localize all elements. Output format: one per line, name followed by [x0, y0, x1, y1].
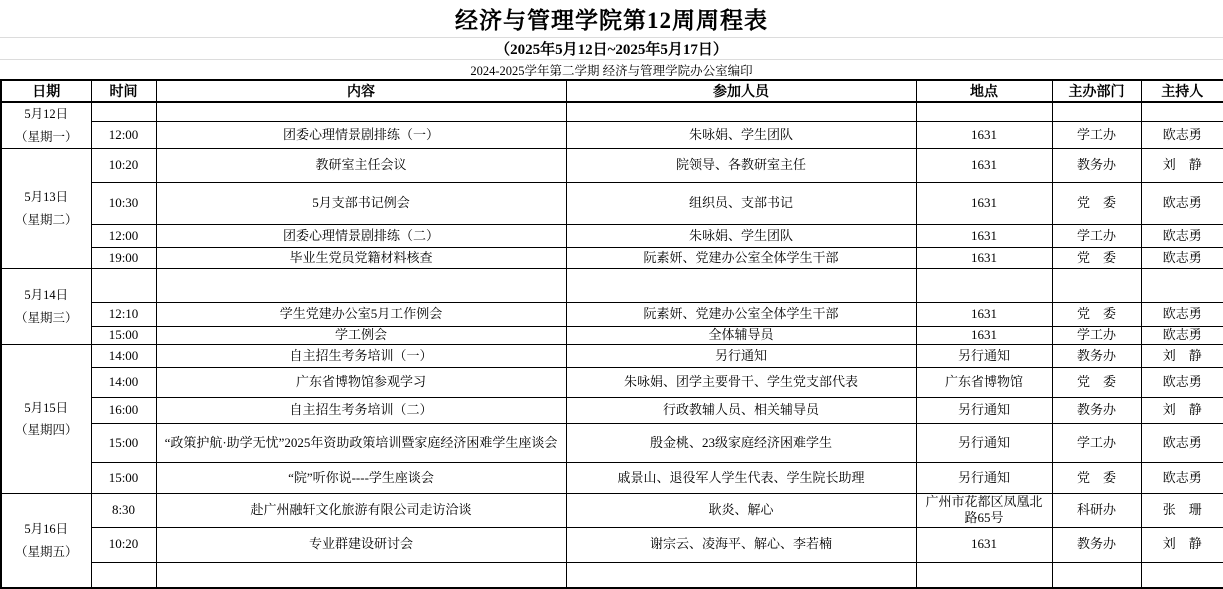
cell-location: 1631	[916, 527, 1052, 562]
cell-participants: 朱咏娟、学生团队	[566, 225, 916, 248]
cell-time: 10:20	[91, 149, 156, 183]
cell-time: 15:00	[91, 463, 156, 494]
cell-location: 广州市花都区凤凰北路65号	[916, 494, 1052, 528]
cell-location: 1631	[916, 248, 1052, 269]
cell-department: 教务办	[1052, 398, 1141, 424]
cell-department: 教务办	[1052, 149, 1141, 183]
cell-host: 欧志勇	[1141, 424, 1223, 463]
date-line1: 5月15日	[24, 400, 69, 415]
cell-content: 教研室主任会议	[156, 149, 566, 183]
cell-host: 刘 静	[1141, 527, 1223, 562]
date-cell	[1, 269, 91, 345]
cell-time	[91, 562, 156, 588]
schedule-row	[1, 327, 1223, 345]
cell-content: 5月支部书记例会	[156, 183, 566, 225]
cell-host: 欧志勇	[1141, 225, 1223, 248]
cell-department: 党 委	[1052, 368, 1141, 398]
cell-participants: 另行通知	[566, 345, 916, 368]
cell-time: 14:00	[91, 368, 156, 398]
cell-participants: 阮素妍、党建办公室全体学生干部	[566, 248, 916, 269]
schedule-row	[1, 225, 1223, 248]
schedule-row	[1, 121, 1223, 148]
cell-participants: 殷金桃、23级家庭经济困难学生	[566, 424, 916, 463]
cell-time: 12:00	[91, 121, 156, 148]
cell-participants: 全体辅导员	[566, 327, 916, 345]
cell-content: “政策护航·助学无忧”2025年资助政策培训暨家庭经济困难学生座谈会	[156, 424, 566, 463]
cell-content	[156, 269, 566, 303]
cell-location: 1631	[916, 121, 1052, 148]
cell-time: 16:00	[91, 398, 156, 424]
schedule-row	[1, 527, 1223, 562]
cell-time: 15:00	[91, 327, 156, 345]
cell-time: 8:30	[91, 494, 156, 528]
cell-participants: 谢宗云、凌海平、解心、李若楠	[566, 527, 916, 562]
column-header-location: 地点	[916, 80, 1052, 102]
date-cell	[1, 149, 91, 269]
date-line2: （星期五）	[14, 544, 78, 559]
cell-department	[1052, 102, 1141, 121]
date-line1: 5月13日	[24, 190, 69, 204]
schedule-row	[1, 424, 1223, 463]
cell-time	[91, 102, 156, 121]
cell-participants: 朱咏娟、学生团队	[566, 121, 916, 148]
cell-department: 党 委	[1052, 248, 1141, 269]
cell-location: 另行通知	[916, 398, 1052, 424]
header-row	[1, 80, 1223, 102]
column-header-department: 主办部门	[1052, 80, 1141, 102]
cell-department	[1052, 269, 1141, 303]
column-header-date: 日期	[1, 80, 91, 102]
cell-department: 教务办	[1052, 345, 1141, 368]
cell-location: 另行通知	[916, 463, 1052, 494]
cell-host: 欧志勇	[1141, 183, 1223, 225]
date-line1: 5月12日	[24, 107, 69, 121]
schedule-row	[1, 102, 1223, 121]
schedule-row	[1, 183, 1223, 225]
cell-department: 党 委	[1052, 463, 1141, 494]
cell-content	[156, 102, 566, 121]
cell-location: 1631	[916, 225, 1052, 248]
cell-participants: 阮素妍、党建办公室全体学生干部	[566, 303, 916, 327]
cell-location: 另行通知	[916, 424, 1052, 463]
schedule-table	[0, 79, 1223, 589]
schedule-row	[1, 345, 1223, 368]
cell-content: 团委心理情景剧排练（二）	[156, 225, 566, 248]
cell-department	[1052, 562, 1141, 588]
cell-host	[1141, 269, 1223, 303]
column-header-participants: 参加人员	[566, 80, 916, 102]
cell-content: “院”听你说----学生座谈会	[156, 463, 566, 494]
cell-location	[916, 102, 1052, 121]
cell-participants: 组织员、支部书记	[566, 183, 916, 225]
date-line1: 5月16日	[24, 522, 69, 536]
cell-location: 1631	[916, 303, 1052, 327]
date-cell	[1, 494, 91, 589]
schedule-row	[1, 248, 1223, 269]
cell-host: 欧志勇	[1141, 463, 1223, 494]
cell-location	[916, 562, 1052, 588]
cell-location: 另行通知	[916, 345, 1052, 368]
cell-department: 科研办	[1052, 494, 1141, 528]
cell-participants: 行政教辅人员、相关辅导员	[566, 398, 916, 424]
cell-host: 刘 静	[1141, 398, 1223, 424]
cell-host: 欧志勇	[1141, 121, 1223, 148]
cell-content: 团委心理情景剧排练（一）	[156, 121, 566, 148]
cell-time: 10:30	[91, 183, 156, 225]
cell-host: 欧志勇	[1141, 368, 1223, 398]
cell-department: 党 委	[1052, 303, 1141, 327]
cell-content: 专业群建设研讨会	[156, 527, 566, 562]
cell-content: 自主招生考务培训（二）	[156, 398, 566, 424]
cell-host	[1141, 562, 1223, 588]
cell-time: 19:00	[91, 248, 156, 269]
cell-participants	[566, 562, 916, 588]
schedule-row	[1, 368, 1223, 398]
cell-department: 学工办	[1052, 225, 1141, 248]
cell-content: 广东省博物馆参观学习	[156, 368, 566, 398]
cell-host: 欧志勇	[1141, 303, 1223, 327]
schedule-row	[1, 562, 1223, 588]
cell-content: 学生党建办公室5月工作例会	[156, 303, 566, 327]
edition-note: 2024-2025学年第二学期 经济与管理学院办公室编印	[470, 63, 753, 78]
schedule-row	[1, 303, 1223, 327]
page-title: 经济与管理学院第12周周程表	[0, 0, 1223, 38]
schedule-row	[1, 149, 1223, 183]
cell-location	[916, 269, 1052, 303]
date-range-subtitle: （2025年5月12日~2025年5月17日）	[0, 38, 1223, 60]
cell-department: 党 委	[1052, 183, 1141, 225]
cell-content: 学工例会	[156, 327, 566, 345]
cell-host: 刘 静	[1141, 149, 1223, 183]
schedule-body	[1, 102, 1223, 588]
cell-department: 教务办	[1052, 527, 1141, 562]
cell-location: 1631	[916, 327, 1052, 345]
schedule-row	[1, 463, 1223, 494]
date-line2: （星期三）	[14, 310, 78, 325]
date-cell	[1, 345, 91, 494]
cell-participants: 朱咏娟、团学主要骨干、学生党支部代表	[566, 368, 916, 398]
cell-location: 广东省博物馆	[916, 368, 1052, 398]
cell-time: 12:10	[91, 303, 156, 327]
cell-time	[91, 269, 156, 303]
cell-time: 10:20	[91, 527, 156, 562]
cell-host	[1141, 102, 1223, 121]
schedule-row	[1, 494, 1223, 528]
cell-content	[156, 562, 566, 588]
cell-content: 自主招生考务培训（一）	[156, 345, 566, 368]
date-line2: （星期二）	[14, 212, 78, 227]
cell-content: 毕业生党员党籍材料核查	[156, 248, 566, 269]
cell-time: 12:00	[91, 225, 156, 248]
column-header-time: 时间	[91, 80, 156, 102]
schedule-row	[1, 398, 1223, 424]
cell-host: 欧志勇	[1141, 327, 1223, 345]
column-header-host: 主持人	[1141, 80, 1223, 102]
cell-participants: 院领导、各教研室主任	[566, 149, 916, 183]
cell-content: 赴广州融轩文化旅游有限公司走访洽谈	[156, 494, 566, 528]
cell-time: 15:00	[91, 424, 156, 463]
date-line1: 5月14日	[24, 288, 69, 302]
schedule-row	[1, 269, 1223, 303]
cell-time: 14:00	[91, 345, 156, 368]
date-line2: （星期四）	[14, 423, 78, 437]
cell-department: 学工办	[1052, 424, 1141, 463]
cell-host: 刘 静	[1141, 345, 1223, 368]
cell-host: 张 珊	[1141, 494, 1223, 528]
cell-department: 学工办	[1052, 121, 1141, 148]
cell-participants: 耿炎、解心	[566, 494, 916, 528]
cell-department: 学工办	[1052, 327, 1141, 345]
cell-participants	[566, 269, 916, 303]
column-header-content: 内容	[156, 80, 566, 102]
date-line2: （星期一）	[14, 129, 78, 144]
cell-location: 1631	[916, 183, 1052, 225]
cell-participants: 戚景山、退役军人学生代表、学生院长助理	[566, 463, 916, 494]
date-cell	[1, 102, 91, 149]
cell-host: 欧志勇	[1141, 248, 1223, 269]
cell-location: 1631	[916, 149, 1052, 183]
cell-participants	[566, 102, 916, 121]
